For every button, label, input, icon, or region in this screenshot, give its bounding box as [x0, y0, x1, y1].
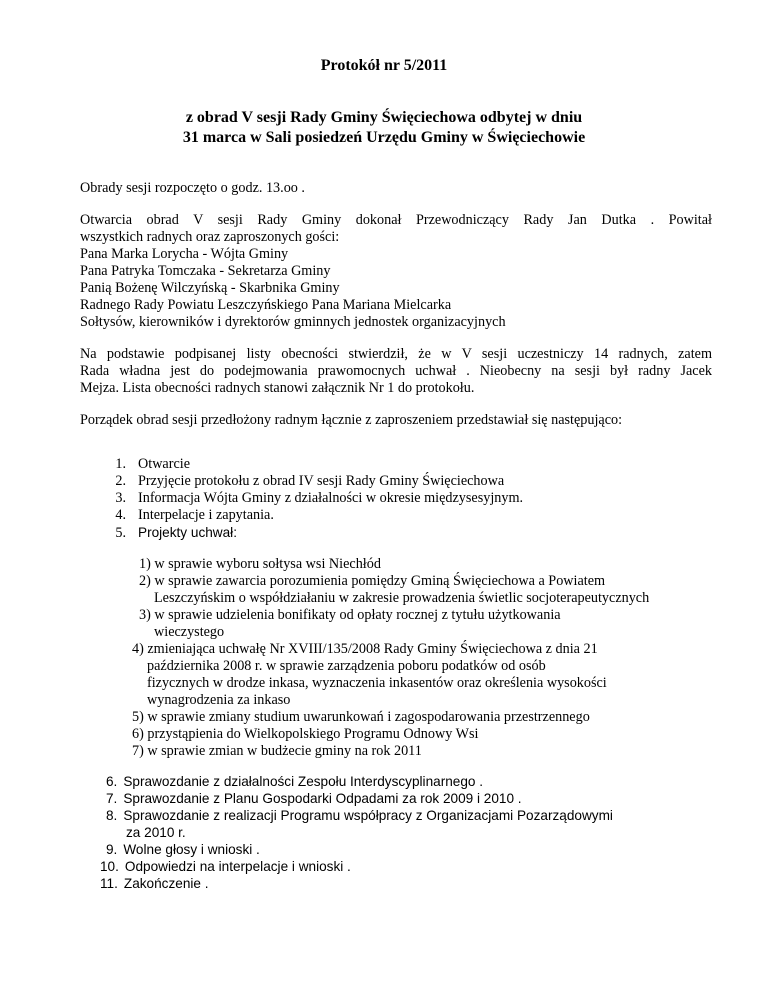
paragraph1-line3: Pana Marka Lorycha - Wójta Gminy	[80, 246, 289, 262]
agenda-item	[106, 490, 523, 507]
resolution-item-2-cont: Leszczyńskim o współdziałaniu w zakresie prowadzenia świetlic socjoterapeutycznych	[154, 590, 650, 606]
resolution-item-2: 2) w sprawie zawarcia porozumienia pomiędzy Gminą Święciechowa a Powiatem	[139, 573, 606, 589]
agenda-item-number: 1.	[115, 456, 126, 472]
agenda-item	[106, 524, 237, 542]
agenda-item-number: 10.	[100, 859, 119, 874]
resolution-item-4: 4) zmieniająca uchwałę Nr XVIII/135/2008 Rady Gminy Święciechowa z dnia 21	[132, 641, 598, 657]
agenda-item	[106, 807, 613, 824]
agenda-item-text: Projekty uchwał:	[138, 525, 237, 540]
paragraph1-line6: Radnego Rady Powiatu Leszczyńskiego Pana Mariana Mielcarka	[80, 297, 452, 313]
resolution-item-7: 7) w sprawie zmian w budżecie gminy na rok 2011	[132, 743, 422, 759]
agenda-item	[100, 875, 209, 892]
resolution-item-4-cont2: fizycznych w drodze inkasa, wyznaczenia inkasentów oraz określenia wysokości	[147, 675, 607, 691]
paragraph1-line7: Sołtysów, kierowników i dyrektorów gminnych jednostek organizacyjnych	[80, 314, 506, 330]
agenda-item-text: Zakończenie .	[123, 876, 209, 891]
paragraph1-line5: Panią Bożenę Wilczyńską - Skarbnika Gminy	[80, 280, 340, 296]
agenda-item-text: Sprawozdanie z działalności Zespołu Interdyscyplinarnego .	[123, 774, 484, 789]
paragraph1-line2: wszystkich radnych oraz zaproszonych gości:	[80, 229, 340, 245]
agenda-item-number: 6.	[106, 774, 118, 789]
agenda-item-number: 8.	[106, 808, 118, 823]
resolution-item-4-cont3: wynagrodzenia za inkaso	[147, 692, 291, 708]
agenda-item-text: Informacja Wójta Gminy z działalności w okresie międzysesyjnym.	[138, 490, 524, 506]
agenda-item	[106, 790, 522, 807]
agenda-item-text: Przyjęcie protokołu z obrad IV sesji Rady Gminy Święciechowa	[138, 473, 505, 489]
agenda-item-text: Interpelacje i zapytania.	[138, 507, 274, 523]
resolution-item-1: 1) w sprawie wyboru sołtysa wsi Niechłód	[139, 556, 381, 572]
agenda-item-text: Wolne głosy i wnioski .	[123, 842, 260, 857]
agenda-item-text: Odpowiedzi na interpelacje i wnioski .	[124, 859, 351, 874]
document-subtitle-line2: 31 marca w Sali posiedzeń Urzędu Gminy w Święciechowie	[182, 129, 586, 146]
agenda-item-number: 2.	[115, 473, 126, 489]
paragraph2-line2: Rada władna jest do podejmowania prawomocnych uchwał . Nieobecny na sesji był radny Jacek	[80, 363, 712, 379]
resolution-item-3-cont: wieczystego	[154, 624, 225, 640]
paragraph1-line1: Otwarcia obrad V sesji Rady Gminy dokonał Przewodniczący Rady Jan Dutka . Powitał	[80, 212, 712, 228]
resolution-item-3: 3) w sprawie udzielenia bonifikaty od opłaty rocznej z tytułu użytkowania	[139, 607, 561, 623]
resolution-item-4-cont1: października 2008 r. w sprawie zarządzenia poboru podatków od osób	[147, 658, 546, 674]
document-subtitle-line1: z obrad V sesji Rady Gminy Święciechowa odbytej w dniu	[185, 109, 583, 126]
document-title: Protokół nr 5/2011	[320, 57, 448, 74]
opening-line: Obrady sesji rozpoczęto o godz. 13.oo .	[80, 180, 305, 196]
agenda-item	[106, 773, 483, 790]
paragraph2-line1: Na podstawie podpisanej listy obecności stwierdził, że w V sesji uczestniczy 14 radnych, zatem	[80, 346, 712, 362]
paragraph1-line4: Pana Patryka Tomczaka - Sekretarza Gminy	[80, 263, 331, 279]
agenda-item-number: 3.	[115, 490, 126, 506]
agenda-item-text: Sprawozdanie z Planu Gospodarki Odpadami za rok 2009 i 2010 .	[123, 791, 522, 806]
agenda-item-number: 7.	[106, 791, 118, 806]
agenda-item-text: Sprawozdanie z realizacji Programu współpracy z Organizacjami Pozarządowymi	[123, 808, 613, 823]
resolution-item-6: 6) przystąpienia do Wielkopolskiego Programu Odnowy Wsi	[132, 726, 479, 742]
paragraph3-line: Porządek obrad sesji przedłożony radnym łącznie z zaproszeniem przedstawiał się następująco:	[80, 412, 623, 428]
resolution-item-5: 5) w sprawie zmiany studium uwarunkowań i zagospodarowania przestrzennego	[132, 709, 590, 725]
agenda-item-number: 11.	[100, 876, 118, 891]
agenda-item-number: 4.	[115, 507, 126, 523]
agenda-item-8-cont: za 2010 r.	[126, 825, 186, 840]
agenda-item	[106, 841, 260, 858]
agenda-item	[100, 858, 351, 875]
agenda-item-number: 9.	[106, 842, 118, 857]
agenda-item	[106, 473, 504, 490]
agenda-item-number: 5.	[115, 525, 126, 541]
agenda-item-text: Otwarcie	[138, 456, 190, 472]
paragraph2-line3: Mejza. Lista obecności radnych stanowi załącznik Nr 1 do protokołu.	[80, 380, 475, 396]
agenda-item	[106, 456, 190, 473]
agenda-item	[106, 507, 274, 524]
